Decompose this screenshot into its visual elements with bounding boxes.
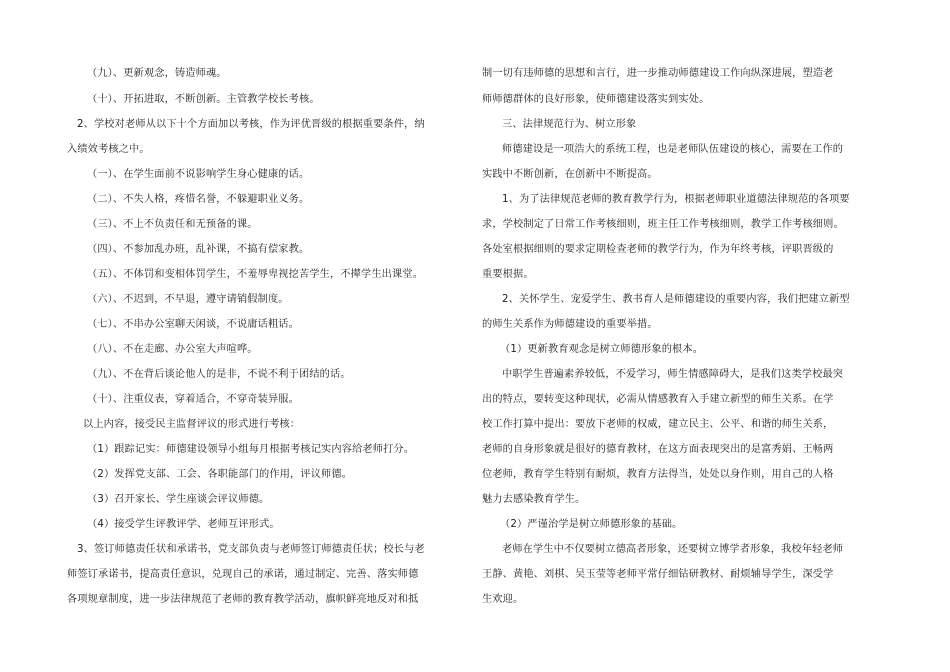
text-line: （八）、不在走廊、办公室大声喧哗。 (87, 344, 258, 355)
text-line: 老师的自身形象就是很好的德育教材，在这方面表现突出的是富秀娟、王畅两 (482, 444, 834, 455)
text-line: 的师生关系作为师德建设的重要举措。 (482, 319, 658, 330)
text-line: 出的特点，要转变这种现状，必需从情感教育入手建立新型的师生关系。在学 (482, 394, 834, 405)
text-line: 中职学生普遍素养较低，不爱学习，师生情感障碍大，是我们这类学校最突 (502, 369, 844, 380)
text-line: 3、签订师德责任状和承诺书，党支部负责与老师签订师德责任状；校长与老 (77, 544, 425, 555)
text-line: 1、为了法律规范老师的教育教学行为，根据老师职业道德法律规范的各项要 (502, 194, 850, 205)
text-line: 实践中不断创新，在创新中不断提高。 (482, 169, 658, 180)
text-line: 师签订承诺书，提高责任意识，兑现自己的承诺，通过制定、完善、落实师德 (67, 569, 419, 580)
text-line: （一）、在学生面前不说影响学生身心健康的话。 (87, 169, 310, 180)
text-line: 生欢迎。 (482, 594, 524, 605)
text-line: （三）、不上不负责任和无预备的课。 (87, 219, 258, 230)
text-line: （二）、不失人格，疼惜名誉，不躲避职业义务。 (87, 194, 310, 205)
text-line: 老师在学生中不仅要树立德高者形象，还要树立博学者形象，我校年轻老师 (502, 544, 844, 555)
text-line: 入绩效考核之中。 (67, 144, 150, 155)
text-line: （六）、不迟到，不早退，遵守请销假制度。 (87, 294, 289, 305)
text-line: （七）、不串办公室聊天闲谈，不说庸话粗话。 (87, 319, 299, 330)
text-line: 王静、黄艳、刘棋、吴玉莹等老师平常仔细钻研教材、耐烦辅导学生，深受学 (482, 569, 834, 580)
text-line: 魅力去感染教育学生。 (482, 494, 586, 505)
text-line: （3）召开家长、学生座谈会评议师德。 (87, 494, 270, 505)
text-line: （2）发挥党支部、工会、各职能部门的作用，评议师德。 (87, 469, 353, 480)
text-line: 2、关怀学生、宠爱学生、教书育人是师德建设的重要内容，我们把建立新型 (502, 294, 850, 305)
text-line: 师德建设是一项浩大的系统工程，也是老师队伍建设的核心，需要在工作的 (502, 144, 844, 155)
text-line: （1）跟踪记实：师德建设领导小组每月根据考核记实内容给老师打分。 (87, 444, 415, 455)
text-line: 各处室根据细则的要求定期检查老师的教学行为，作为年终考核，评职晋级的 (482, 244, 834, 255)
text-line: （九）、更新观念，铸造师魂。 (87, 68, 227, 79)
text-line: 重要根据。 (482, 269, 534, 280)
text-line: 位老师，教育学生特别有耐烦，教育方法得当，处处以身作则，用自己的人格 (482, 469, 834, 480)
text-line: （十）、注重仪表，穿着适合，不穿奇装异服。 (87, 394, 299, 405)
text-line: （十）、开拓进取，不断创新。主管教学校长考核。 (87, 94, 320, 105)
text-line: 校工作打算中提出：要放下老师的权威，建立民主、公平、和谐的师生关系， (482, 419, 834, 430)
text-line: 制一切有违师德的思想和言行，进一步推动师德建设工作向纵深进展，塑造老 (482, 68, 834, 79)
text-line: 2、学校对老师从以下十个方面加以考核，作为评优晋级的根据重要条件，纳 (77, 119, 425, 130)
section-heading: 三、法律规范行为、树立形象 (502, 119, 637, 130)
text-line: 求，学校制定了日常工作考核细则，班主任工作考核细则，教学工作考核细则。 (482, 219, 844, 230)
text-line: （四）、不参加乱办班，乱补课，不搞有偿家教。 (87, 244, 310, 255)
text-line: （4）接受学生评教评学、老师互评形式。 (87, 519, 280, 530)
text-line: 各项规章制度，进一步法律规范了老师的教育教学活动，旗帜鲜亮地反对和抵 (67, 594, 419, 605)
text-line: 以上内容，接受民主监督评议的形式进行考核： (83, 419, 301, 430)
text-line: （2）严谨治学是树立师德形象的基础。 (500, 519, 683, 530)
text-line: （九）、不在背后谈论他人的是非，不说不利于团结的话。 (87, 369, 351, 380)
text-line: （1）更新教育观念是树立师德形象的根本。 (500, 344, 704, 355)
text-line: 师师德群体的良好形象，使师德建设落实到实处。 (482, 94, 710, 105)
text-line: （五）、不体罚和变相体罚学生，不羞辱卑视挖苦学生，不撵学生出课堂。 (87, 269, 424, 280)
